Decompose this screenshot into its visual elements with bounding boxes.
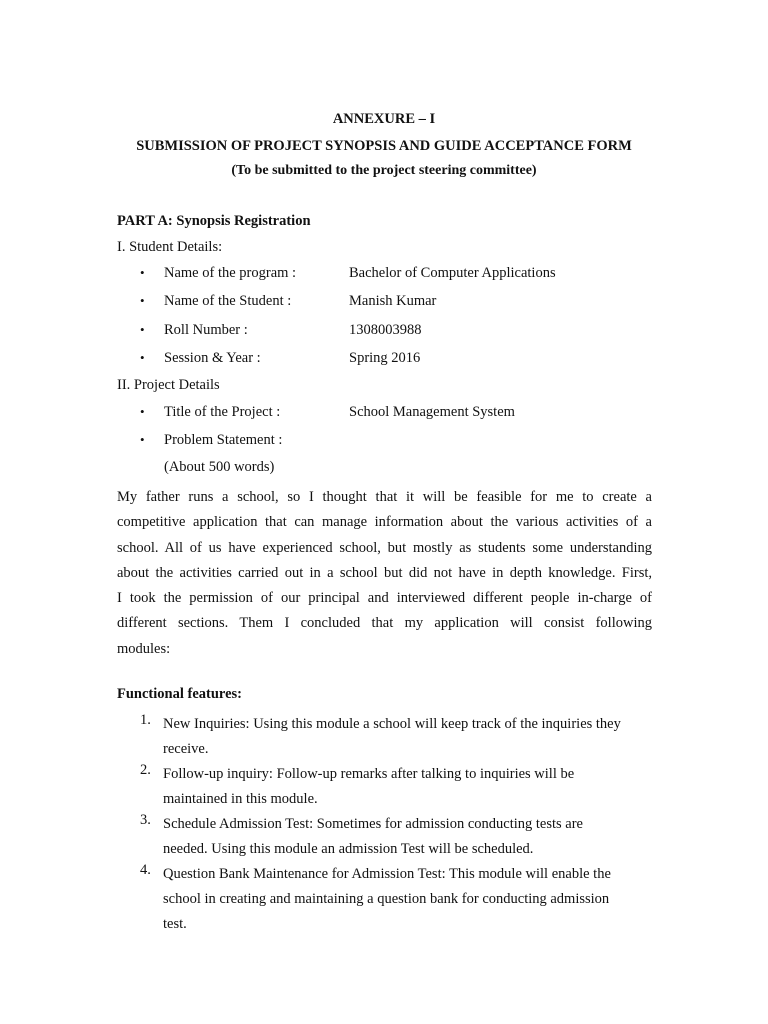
word-count-note: (About 500 words) — [164, 459, 275, 475]
feature-line: needed. Using this module an admission Test will be scheduled. — [163, 841, 534, 857]
bullet-icon: • — [140, 293, 145, 308]
feature-line: Question Bank Maintenance for Admission Test: This module will enable the — [163, 866, 611, 882]
feature-number: 3. — [140, 812, 151, 828]
form-subtitle: (To be submitted to the project steering committee) — [231, 163, 537, 178]
bullet-icon: • — [140, 350, 145, 365]
field-value: School Management System — [349, 404, 515, 420]
paragraph-line: about the activities carried out in a school but did not have in depth knowledge. First, — [117, 564, 652, 581]
feature-line: school in creating and maintaining a question bank for conducting admission — [163, 891, 610, 907]
paragraph-line: competitive application that can manage information about the various activities of a — [117, 514, 652, 531]
field-student-name — [140, 293, 700, 313]
bullet-icon: • — [140, 322, 145, 337]
feature-line: test. — [163, 916, 187, 932]
bullet-icon: • — [140, 265, 145, 280]
field-label: Title of the Project : — [164, 404, 281, 420]
paragraph-line: My father runs a school, so I thought that it will be feasible for me to create a — [117, 489, 652, 505]
feature-line: receive. — [163, 741, 209, 757]
feature-line: New Inquiries: Using this module a school will keep track of the inquiries they — [163, 716, 621, 732]
feature-line: Follow-up inquiry: Follow-up remarks after talking to inquiries will be — [163, 766, 575, 782]
field-value: Manish Kumar — [349, 293, 437, 309]
annexure-heading: ANNEXURE – I — [332, 111, 436, 127]
student-details-heading: I. Student Details: — [117, 239, 223, 255]
paragraph-line: school. All of us have experienced school, but mostly as students some understanding — [117, 539, 652, 556]
field-label: Session & Year : — [164, 350, 261, 366]
field-value: Spring 2016 — [349, 350, 421, 366]
field-roll-number — [140, 322, 700, 342]
paragraph-line: modules: — [117, 640, 171, 657]
feature-line: Schedule Admission Test: Sometimes for admission conducting tests are — [163, 816, 583, 832]
field-program — [140, 265, 700, 285]
project-details-heading: II. Project Details — [117, 377, 220, 393]
paragraph-line: I took the permission of our principal and interviewed different people in-charge of — [117, 590, 652, 607]
feature-number: 4. — [140, 862, 151, 878]
feature-text — [163, 762, 660, 812]
feature-text — [163, 712, 660, 762]
feature-line: maintained in this module. — [163, 791, 318, 807]
functional-features-heading: Functional features: — [117, 686, 242, 702]
problem-statement-paragraph — [117, 485, 652, 662]
feature-number: 1. — [140, 712, 151, 728]
field-label: Roll Number : — [164, 322, 248, 338]
field-value: 1308003988 — [349, 322, 422, 338]
feature-text — [163, 812, 660, 862]
field-problem-statement — [140, 432, 700, 452]
field-label: Problem Statement : — [164, 432, 283, 448]
form-title: SUBMISSION OF PROJECT SYNOPSIS AND GUIDE ACCEPTANCE FORM — [136, 138, 632, 154]
feature-number: 2. — [140, 762, 151, 778]
field-project-title — [140, 404, 700, 424]
bullet-icon: • — [140, 404, 145, 419]
field-label: Name of the Student : — [164, 293, 292, 309]
bullet-icon: • — [140, 432, 145, 447]
field-label: Name of the program : — [164, 265, 297, 281]
part-a-title: PART A: Synopsis Registration — [117, 213, 311, 229]
field-session-year — [140, 350, 700, 370]
paragraph-line: different sections. Them I concluded that my application will consist following — [117, 615, 652, 632]
feature-text — [163, 862, 660, 937]
field-value: Bachelor of Computer Applications — [349, 265, 556, 281]
